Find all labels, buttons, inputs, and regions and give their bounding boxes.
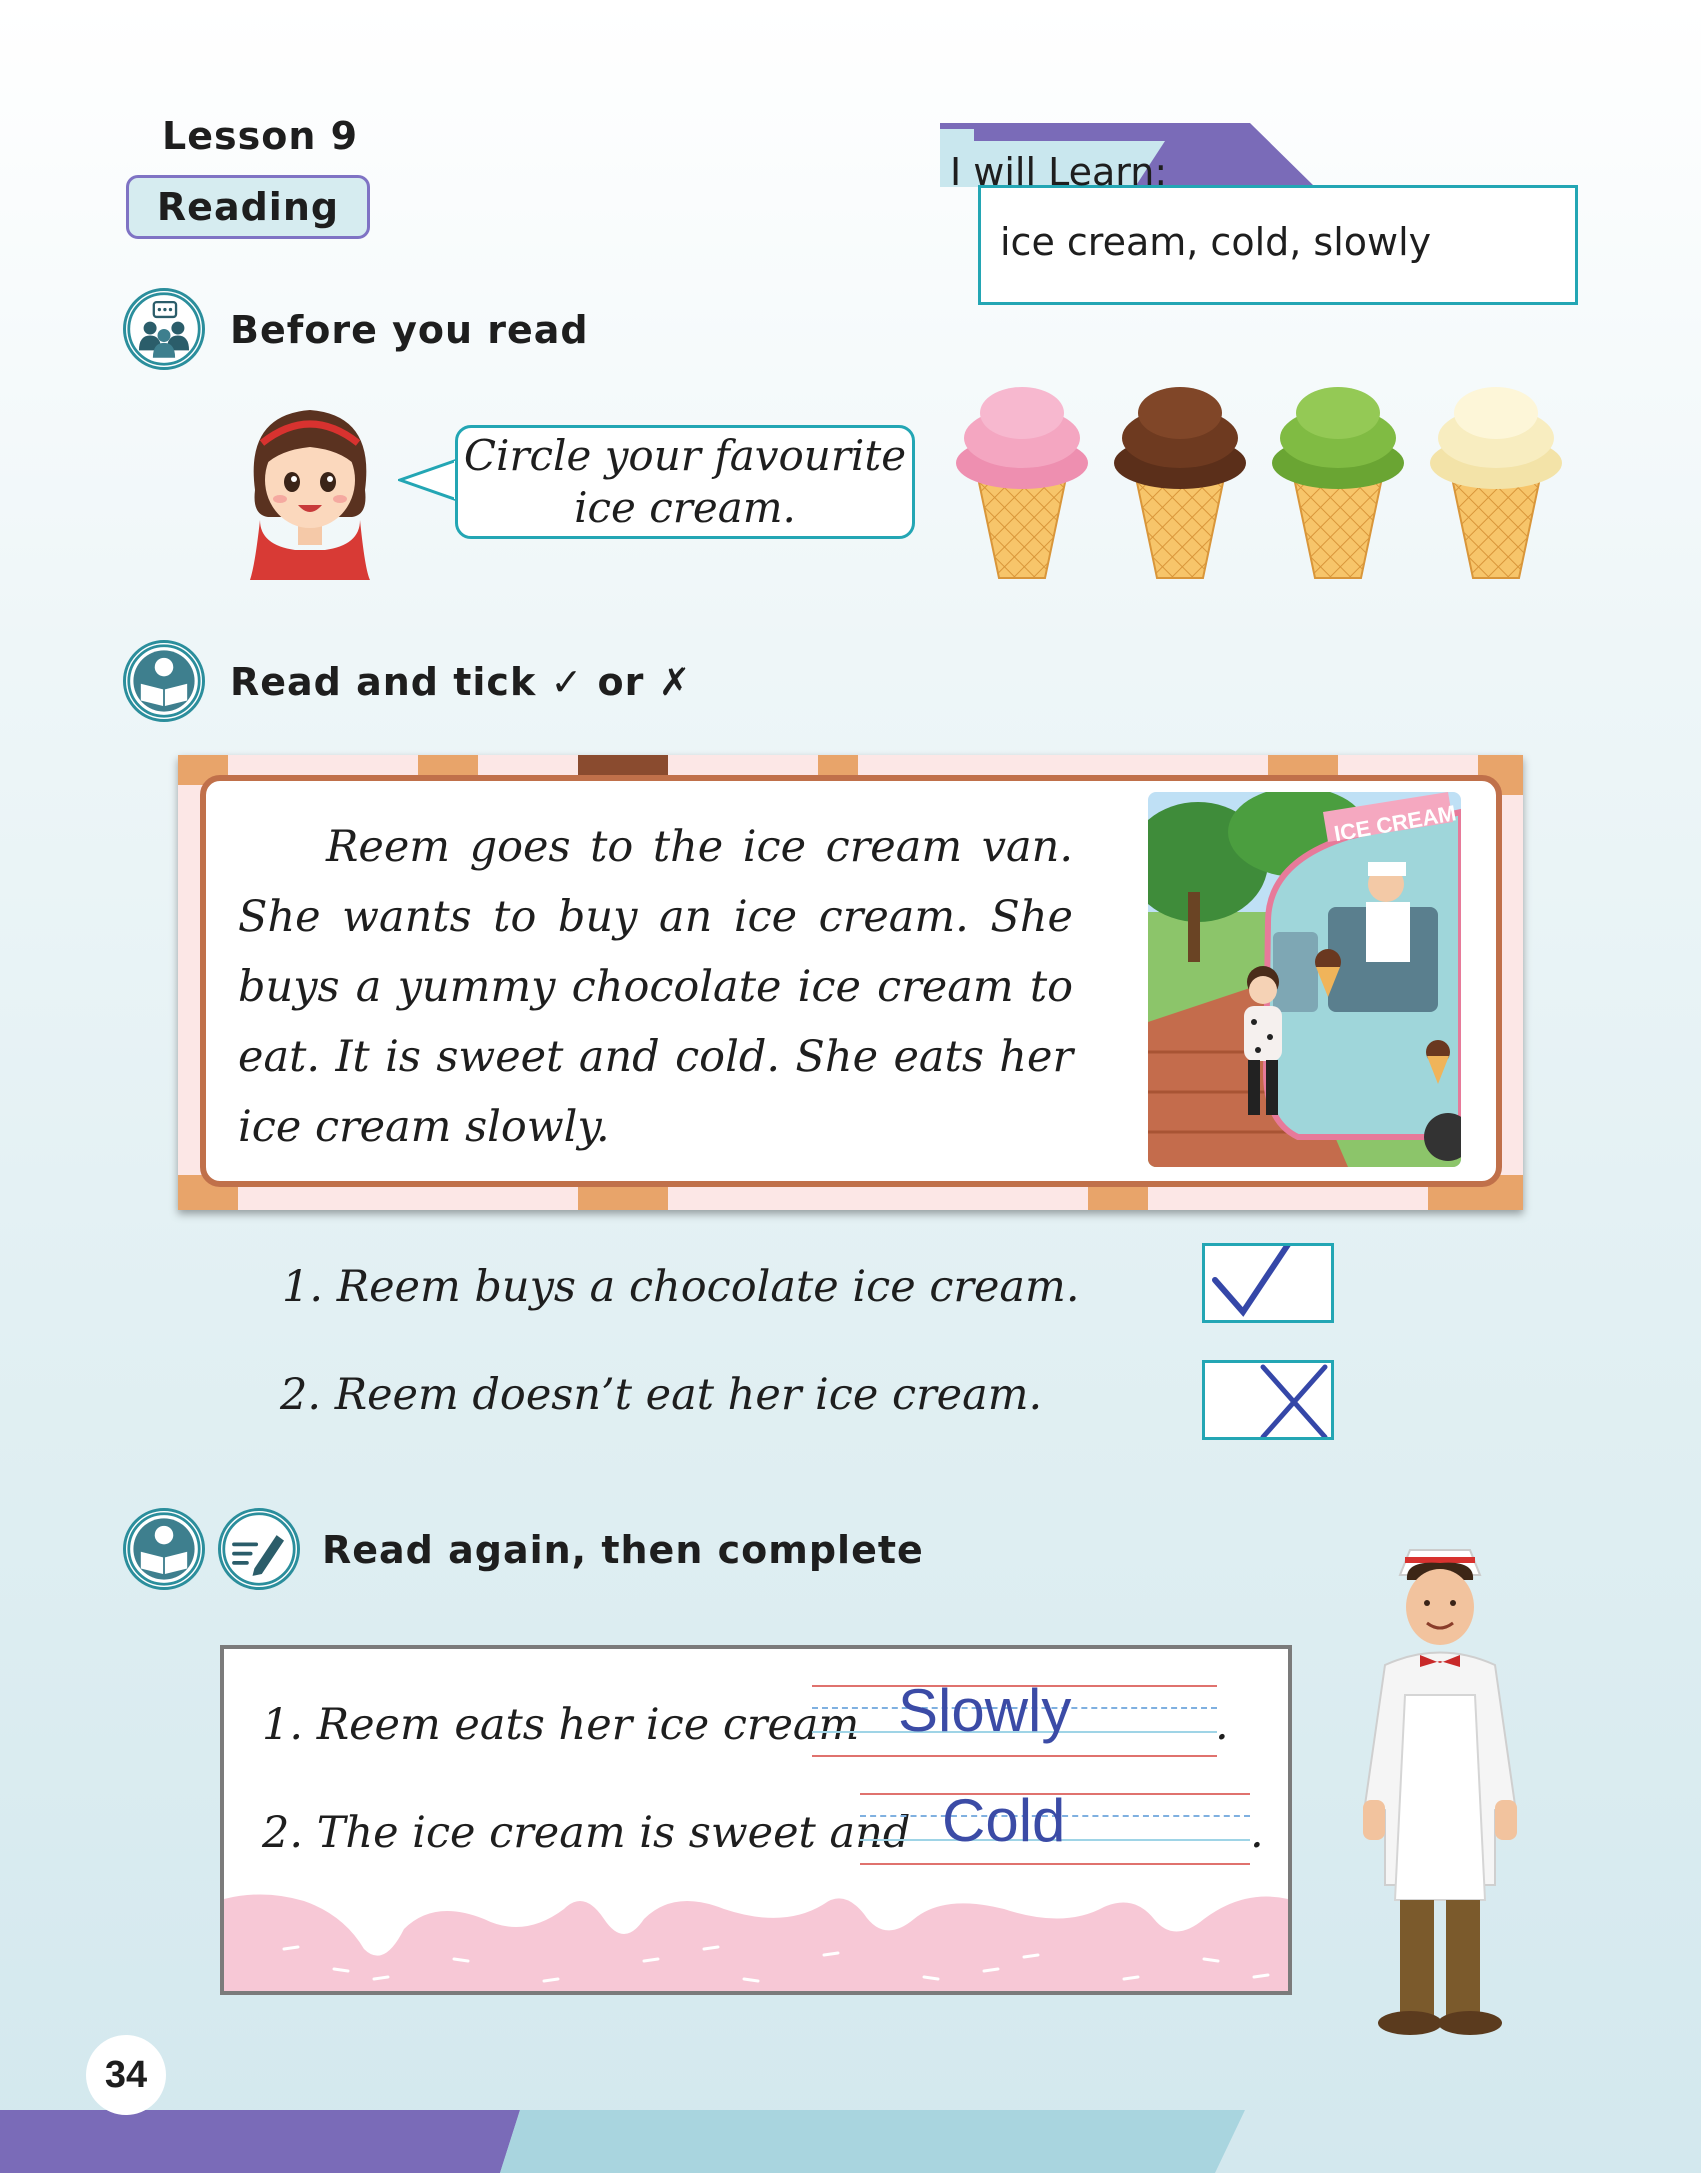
complete-item-2-end: . [1250, 1808, 1264, 1858]
ice-cream-man-illustration [1345, 1545, 1535, 2040]
section-badge: Reading [126, 175, 370, 239]
complete-title: Read again, then complete [322, 1528, 924, 1572]
van-sign: ICE CREAM [1332, 800, 1459, 847]
story-paragraph: Reem goes to the ice cream van. She wants to buy an ice cream. She buys a yummy chocolate ice cream to eat. It is sweet and cold. She eats her ice cream slowly. [238, 822, 1073, 1152]
instruction-line2: ice cream. [574, 483, 796, 532]
question-1: 1. Reem buys a chocolate ice cream. [282, 1262, 1080, 1312]
writing-pencil-icon [218, 1508, 300, 1590]
vanilla-ice-cream[interactable] [1430, 387, 1562, 578]
learn-label: I will Learn: [950, 150, 1168, 194]
chocolate-ice-cream[interactable] [1114, 387, 1246, 578]
speech-tail [398, 455, 460, 505]
read-tick-title: Read and tick ✓ or ✗ [230, 660, 692, 704]
speech-bubble [455, 425, 915, 539]
melted-ice-cream-decoration [224, 1889, 1288, 1995]
question-2: 2. Reem doesn’t eat her ice cream. [280, 1370, 1043, 1420]
green-ice-cream[interactable] [1272, 387, 1404, 578]
story-text [238, 812, 1073, 1162]
ice-cream-options[interactable] [955, 378, 1575, 583]
before-read-title: Before you read [230, 308, 589, 352]
tick-box-1[interactable] [1202, 1243, 1334, 1323]
pink-ice-cream[interactable] [956, 387, 1088, 578]
learn-words: ice cream, cold, slowly [1000, 220, 1432, 264]
instruction-line1: Circle your favourite [463, 431, 907, 480]
complete-item-1-end: . [1215, 1700, 1229, 1750]
answer-1: Slowly [898, 1677, 1072, 1744]
complete-item-1-text: 1. Reem eats her ice cream [262, 1700, 860, 1750]
ice-cream-van-illustration [1148, 792, 1461, 1167]
check-mark-icon [1205, 1246, 1331, 1320]
answer-2: Cold [942, 1787, 1066, 1854]
footer-band [0, 2110, 1701, 2173]
reading-person-icon [123, 1508, 205, 1590]
reading-person-icon [123, 640, 205, 722]
tick-box-2[interactable] [1202, 1360, 1334, 1440]
girl-illustration [240, 395, 380, 580]
page-number: 34 [86, 2035, 166, 2115]
discussion-icon [123, 288, 205, 370]
lesson-title: Lesson 9 [162, 114, 359, 158]
cross-mark-icon [1205, 1363, 1331, 1437]
complete-item-2-text: 2. The ice cream is sweet and [262, 1808, 911, 1858]
